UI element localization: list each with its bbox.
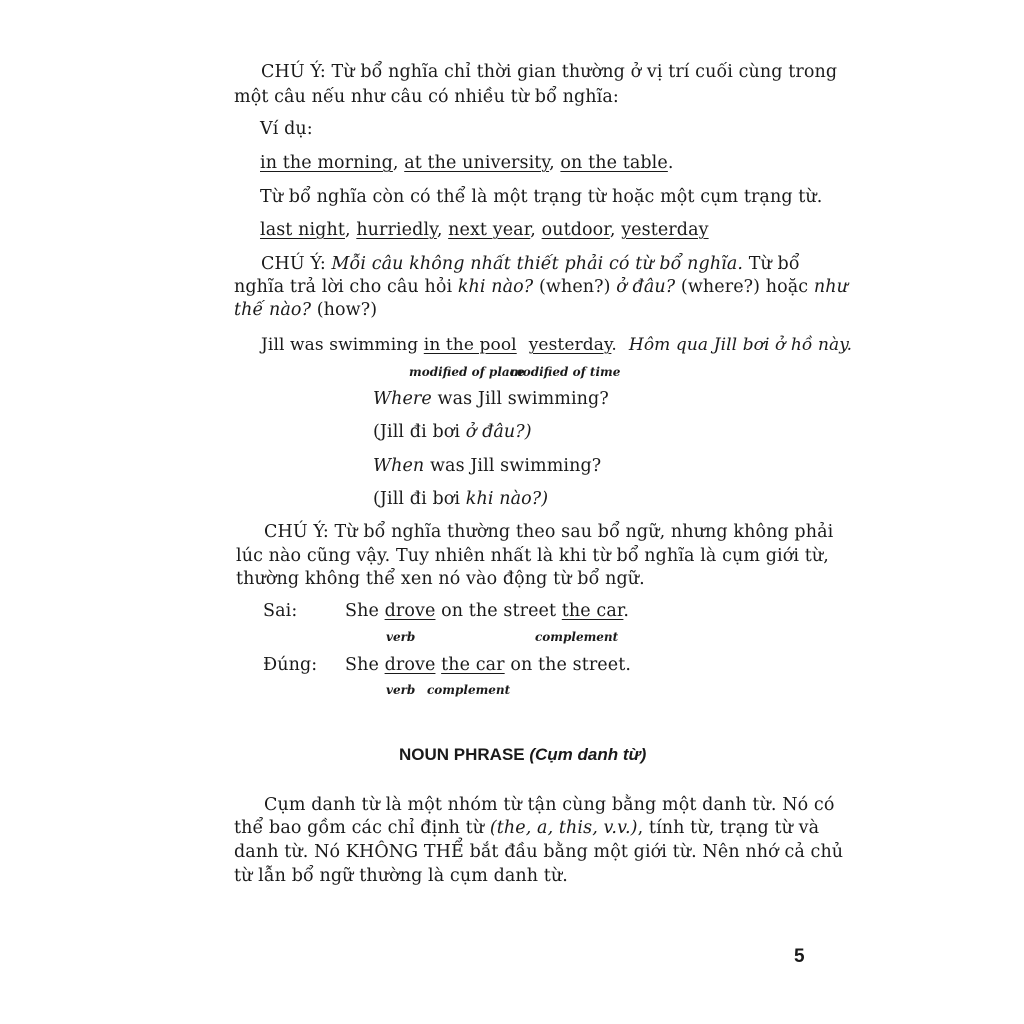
modifier-place: in the pool <box>423 335 517 355</box>
text: She <box>345 655 385 675</box>
phrase-at-the-university: at the university <box>404 153 550 173</box>
text: on the street <box>435 601 562 621</box>
text: (how?) <box>311 300 378 320</box>
adverbs-example <box>260 219 709 241</box>
text: (Jill đi bơi <box>373 489 466 509</box>
note1-line2: một câu nếu như câu có nhiều từ bổ nghĩa: <box>234 87 619 107</box>
text-khi-nao: khi nào? <box>457 277 534 297</box>
right-label: Đúng: <box>263 655 318 675</box>
annotation-complement: complement <box>427 683 511 697</box>
question-where <box>373 388 609 410</box>
adverb-last-night: last night <box>260 220 345 240</box>
note3-line2: lúc nào cũng vậy. Tuy nhiên nhất là khi từ bổ nghĩa là cụm giới từ, <box>236 546 829 566</box>
text: (where?) hoặc <box>675 277 814 297</box>
note2-italic: Mỗi câu không nhất thiết phải có từ bổ nghĩa. <box>331 254 744 274</box>
separator: , <box>530 220 542 240</box>
verb: drove <box>384 655 436 675</box>
annotation-verb: verb <box>386 630 416 644</box>
note3-line3: thường không thể xen nó vào động từ bổ ngữ. <box>236 569 645 589</box>
note2-rest: Từ bổ <box>743 254 800 274</box>
phrase-in-the-morning: in the morning <box>260 153 393 173</box>
prepositional-phrases-example <box>260 152 674 174</box>
verb: drove <box>384 601 436 621</box>
np-line1: Cụm danh từ là một nhóm từ tận cùng bằng một danh từ. Nó có <box>264 795 835 815</box>
text-where: Where <box>373 389 432 409</box>
note3-line1: CHÚ Ý: Từ bổ nghĩa thường theo sau bổ ngữ, nhưng không phải <box>264 522 834 542</box>
example-label: Ví dụ: <box>260 119 313 139</box>
wrong-label: Sai: <box>263 601 298 621</box>
text: (when?) <box>533 277 617 297</box>
determiners-list: (the, a, this, v.v.) <box>489 818 638 838</box>
text: (Jill đi bơi <box>373 422 466 442</box>
period: . <box>667 153 674 173</box>
text-when: When <box>373 456 425 476</box>
separator: , <box>436 220 449 240</box>
np-line4: từ lẫn bổ ngữ thường là cụm danh từ. <box>234 866 568 886</box>
annotation-place: modified of place <box>409 365 525 379</box>
text-nhu: như <box>813 277 848 297</box>
question-when <box>373 455 601 477</box>
adverb-note: Từ bổ nghĩa còn có thể là một trạng từ hoặc một cụm trạng từ. <box>260 187 823 207</box>
question-where-translation <box>373 421 532 443</box>
page-number: 5 <box>794 946 805 967</box>
text: Jill was swimming <box>261 335 424 355</box>
annotation-time: modified of time <box>510 365 621 379</box>
note2-line2 <box>234 276 848 298</box>
heading-sub: (Cụm danh từ) <box>529 745 647 764</box>
period: . <box>623 601 630 621</box>
section-heading <box>399 744 646 766</box>
separator: , <box>549 153 561 173</box>
text: She <box>345 601 385 621</box>
note2-line1 <box>261 253 800 275</box>
text-o-dau: ở đâu?) <box>465 422 532 442</box>
complement: the car <box>441 655 505 675</box>
text: , tính từ, trạng từ và <box>637 818 820 838</box>
annotation-verb: verb <box>386 683 416 697</box>
text: on the street. <box>504 655 631 675</box>
adverb-yesterday: yesterday <box>621 220 709 240</box>
text: nghĩa trả lời cho câu hỏi <box>234 277 458 297</box>
text-khi-nao: khi nào?) <box>465 489 549 509</box>
complement: the car <box>561 601 624 621</box>
text: was Jill swimming? <box>431 389 609 409</box>
text-o-dau: ở đâu? <box>616 277 676 297</box>
text-the-nao: thế nào? <box>234 300 312 320</box>
separator: , <box>609 220 622 240</box>
adverb-hurriedly: hurriedly <box>356 220 437 240</box>
example-sentence <box>261 334 852 356</box>
period: . <box>611 335 617 355</box>
right-sentence <box>345 654 631 676</box>
translation: Hôm qua Jill bơi ở hồ này. <box>628 335 853 355</box>
wrong-sentence <box>345 600 629 622</box>
adverb-next-year: next year <box>448 220 531 240</box>
np-line3: danh từ. Nó KHÔNG THỂ bắt đầu bằng một giới từ. Nên nhớ cả chủ <box>234 842 844 862</box>
separator: , <box>392 153 405 173</box>
modifier-time: yesterday <box>528 335 612 355</box>
note-prefix: CHÚ Ý: <box>261 254 332 274</box>
text: was Jill swimming? <box>424 456 602 476</box>
text: thể bao gồm các chỉ định từ <box>234 818 490 838</box>
question-when-translation <box>373 488 548 510</box>
np-line2 <box>234 817 819 839</box>
heading-main: NOUN PHRASE <box>399 745 530 764</box>
annotation-complement: complement <box>535 630 619 644</box>
note1-line1: CHÚ Ý: Từ bổ nghĩa chỉ thời gian thường ở vị trí cuối cùng trong <box>261 62 838 82</box>
note2-line3 <box>234 299 377 321</box>
phrase-on-the-table: on the table <box>560 153 668 173</box>
separator: , <box>344 220 357 240</box>
adverb-outdoor: outdoor <box>541 220 610 240</box>
